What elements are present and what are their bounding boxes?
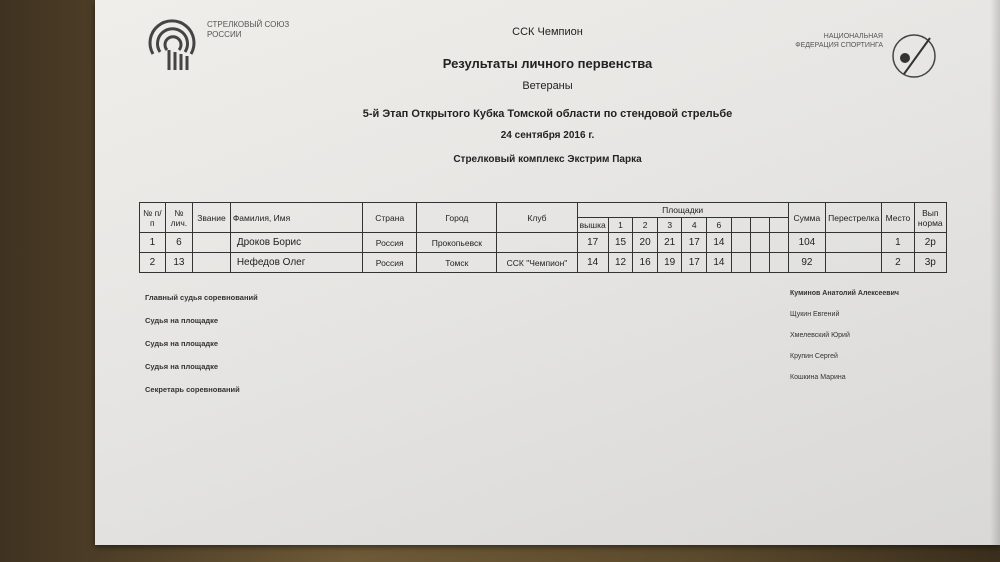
- header-city: Город: [417, 203, 497, 233]
- officials-roles: [145, 293, 258, 408]
- header-range-3: 3: [657, 218, 682, 233]
- cell-shootoff: [826, 253, 882, 273]
- cell-sum: 104: [788, 233, 825, 253]
- official-name: Крупин Сергей: [790, 353, 838, 360]
- header-country: Страна: [363, 203, 417, 233]
- header-ranges: Площадки: [577, 203, 788, 218]
- cell-empty: [731, 253, 750, 273]
- cell-place: 2: [882, 253, 914, 273]
- official-role: Судья на площадке: [145, 339, 219, 348]
- cell-name: Дроков Борис: [230, 233, 362, 253]
- header-range-empty-1: [731, 218, 750, 233]
- cell-club: [497, 233, 577, 253]
- header-range-1: 1: [608, 218, 633, 233]
- cell-empty: [750, 233, 769, 253]
- cell-city: Томск: [417, 253, 497, 273]
- cell-empty: [769, 253, 788, 273]
- cell-rank: [193, 233, 231, 253]
- cell-empty: [769, 233, 788, 253]
- header-sum: Сумма: [788, 203, 825, 233]
- header-range-6: 6: [707, 218, 732, 233]
- cell-sum: 92: [788, 253, 825, 273]
- official-name: Кошкина Марина: [790, 374, 846, 381]
- cell-range-3: 19: [657, 253, 682, 273]
- cell-range-1: 12: [608, 253, 633, 273]
- club-name: ССК Чемпион: [512, 26, 583, 38]
- header-num: № п/п: [140, 203, 166, 233]
- officials-names: [790, 290, 899, 395]
- cell-num: 1: [140, 233, 166, 253]
- cell-num: 2: [140, 253, 166, 273]
- header-shootoff: Перестрелка: [826, 203, 882, 233]
- results-document: [95, 0, 1000, 545]
- header-name: Фамилия, Имя: [230, 203, 362, 233]
- official-name: Куминов Анатолий Алексеевич: [790, 290, 899, 297]
- cell-range-4: 17: [682, 233, 707, 253]
- event-venue: Стрелковый комплекс Экстрим Парка: [453, 154, 642, 165]
- cell-norm: 3р: [914, 253, 946, 273]
- header-tower: вышка: [577, 218, 608, 233]
- header-range-empty-3: [769, 218, 788, 233]
- cell-personal: 6: [165, 233, 192, 253]
- cell-rank: [193, 253, 231, 273]
- official-role: Судья на площадке: [145, 316, 219, 325]
- table-row: [140, 233, 947, 253]
- category-label: Ветераны: [522, 80, 573, 92]
- official-role: Судья на площадке: [145, 362, 219, 371]
- cell-range-6: 14: [707, 233, 732, 253]
- cell-range-3: 21: [657, 233, 682, 253]
- cell-range-2: 20: [633, 233, 658, 253]
- cell-club: ССК "Чемпион": [497, 253, 577, 273]
- cell-country: Россия: [363, 233, 417, 253]
- table-row: [140, 253, 947, 273]
- cell-place: 1: [882, 233, 914, 253]
- header-personal: № лич.: [165, 203, 192, 233]
- cell-range-4: 17: [682, 253, 707, 273]
- right-org-name: НАЦИОНАЛЬНАЯ ФЕДЕРАЦИЯ СПОРТИНГА: [795, 33, 883, 49]
- header-rank: Звание: [193, 203, 231, 233]
- official-name: Хмелевский Юрий: [790, 332, 850, 339]
- cell-range-6: 14: [707, 253, 732, 273]
- cell-city: Прокопьевск: [417, 233, 497, 253]
- event-date: 24 сентября 2016 г.: [500, 130, 595, 141]
- cell-tower: 17: [577, 233, 608, 253]
- cell-range-1: 15: [608, 233, 633, 253]
- official-name: Щукин Евгений: [790, 311, 840, 318]
- cell-norm: 2р: [914, 233, 946, 253]
- official-role: Секретарь соревнований: [145, 385, 240, 394]
- header-club: Клуб: [497, 203, 577, 233]
- cell-country: Россия: [363, 253, 417, 273]
- header-range-4: 4: [682, 218, 707, 233]
- results-table: [139, 202, 947, 273]
- header-range-empty-2: [750, 218, 769, 233]
- page-title: Результаты личного первенства: [442, 56, 653, 71]
- cell-empty: [731, 233, 750, 253]
- header-norm: Вып норма: [914, 203, 946, 233]
- cell-tower: 14: [577, 253, 608, 273]
- cell-range-2: 16: [633, 253, 658, 273]
- official-role: Главный судья соревнований: [145, 293, 258, 302]
- left-org-name: СТРЕЛКОВЫЙ СОЮЗ РОССИИ: [207, 20, 290, 39]
- cell-name: Нефедов Олег: [230, 253, 362, 273]
- header-range-2: 2: [633, 218, 658, 233]
- event-title: 5-й Этап Открытого Кубка Томской области по стендовой стрельбе: [362, 108, 733, 120]
- cell-personal: 13: [165, 253, 192, 273]
- cell-shootoff: [826, 233, 882, 253]
- cell-empty: [750, 253, 769, 273]
- table-header-row: [140, 203, 947, 218]
- header-place: Место: [882, 203, 914, 233]
